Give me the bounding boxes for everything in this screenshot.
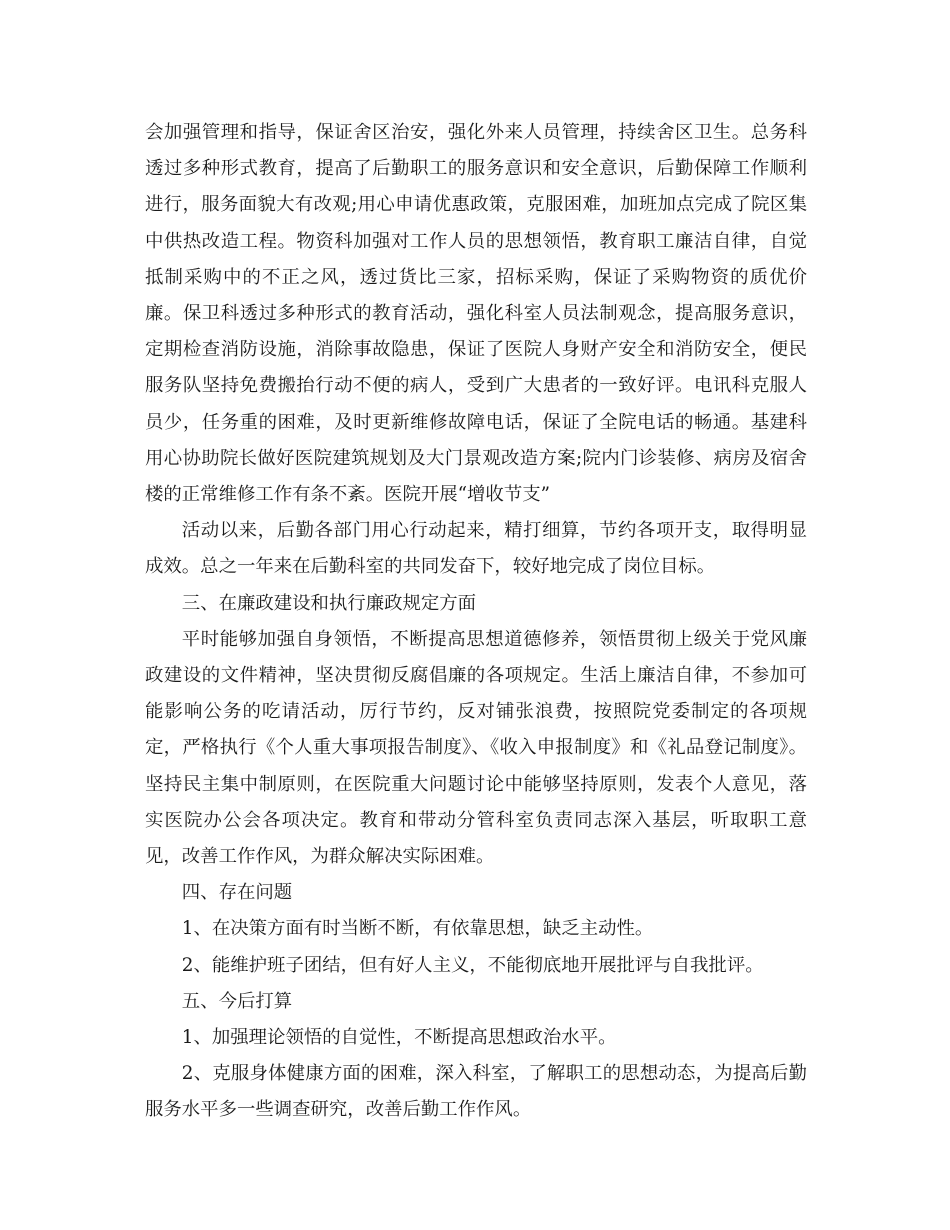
document-body xyxy=(145,115,807,1129)
list-item-problem-2: 2、能维护班子团结，但有好人主义，不能彻底地开展批评与自我批评。 xyxy=(181,954,764,976)
list-item-plan-1: 1、加强理论领悟的自觉性，不断提高思想政治水平。 xyxy=(181,1027,617,1049)
paragraph-services: 会加强管理和指导，保证舍区治安，强化外来人员管理，持续舍区卫生。总务科透过多种形式教育，提高了后勤职工的服务意识和安全意识，后勤保障工作顺利进行，服务面貌大有改观;用心申请优惠政策，克服困难，加班加点完成了院区集中供热改造工程。物资科加强对工作人员的思想领悟，教育职工廉洁自律，自觉抵制采购中的不正之风，透过货比三家，招标采购，保证了采购物资的质优价廉。保卫科透过多种形式的教育活动，强化科室人员法制观念，提高服务意识，定期检查消防设施，消除事故隐患，保证了医院人身财产安全和消防安全，便民服务队坚持免费搬抬行动不便的病人，受到广大患者的一致好评。电讯科克服人员少，任务重的困难，及时更新维修故障电话，保证了全院电话的畅通。基建科用心协助院长做好医院建筑规划及大门景观改造方案;院内门诊装修、病房及宿舍楼的正常维修工作有条不紊。医院开展“增收节支” xyxy=(145,122,807,506)
list-item-problem-1: 1、在决策方面有时当断不断，有依靠思想，缺乏主动性。 xyxy=(181,918,654,940)
section-heading-integrity: 三、在廉政建设和执行廉政规定方面 xyxy=(181,592,477,614)
paragraph-integrity: 平时能够加强自身领悟，不断提高思想道德修养，领悟贯彻上级关于党风廉政建设的文件精神，坚决贯彻反腐倡廉的各项规定。生活上廉洁自律，不参加可能影响公务的吃请活动，厉行节约，反对铺张浪费，按照院党委制定的各项规定，严格执行《个人重大事项报告制度》、《收入申报制度》和《礼品登记制度》。坚持民主集中制原则，在医院重大问题讨论中能够坚持原则，发表个人意见，落实医院办公会各项决定。教育和带动分管科室负责同志深入基层，听取职工意见，改善工作作风，为群众解决实际困难。 xyxy=(145,628,807,868)
paragraph-activities: 活动以来，后勤各部门用心行动起来，精打细算，节约各项开支，取得明显成效。总之一年来在后勤科室的共同发奋下，较好地完成了岗位目标。 xyxy=(145,520,807,578)
section-heading-problems: 四、存在问题 xyxy=(181,882,293,904)
list-item-plan-2: 2、克服身体健康方面的困难，深入科室，了解职工的思想动态，为提高后勤服务水平多一些调查研究，改善后勤工作作风。 xyxy=(145,1063,807,1121)
section-heading-plans: 五、今后打算 xyxy=(181,990,293,1012)
